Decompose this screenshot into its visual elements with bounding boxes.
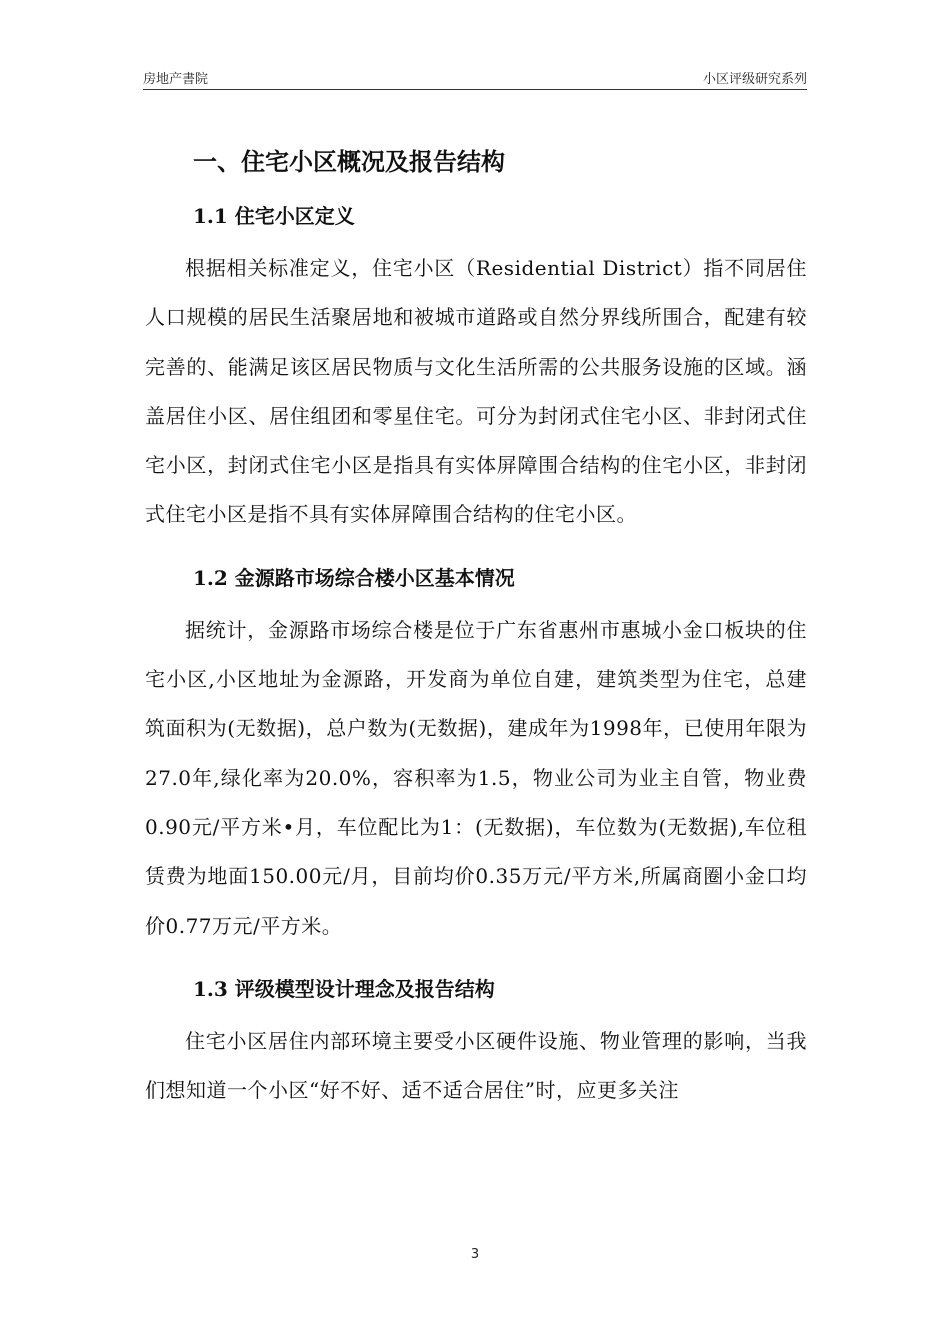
section-paragraph-1-1: 根据相关标准定义，住宅小区（Residential District）指不同居住人口规模的居民生活聚居地和被城市道路或自然分界线所围合，配建有较完善的、能满足该区居民物质与文化生活所需的公共服务设施的区域。涵盖居住小区、居住组团和零星住宅。可分为封闭式住宅小区、非封闭式住宅小区，封闭式住宅小区是指具有实体屏障围合结构的住宅小区，非封闭式住宅小区是指不具有实体屏障围合结构的住宅小区。 [145, 256, 807, 527]
section-paragraph-1-2: 据统计，金源路市场综合楼是位于广东省惠州市惠城小金口板块的住宅小区,小区地址为金源路，开发商为单位自建，建筑类型为住宅，总建筑面积为(无数据)，总户数为(无数据)，建成年为1998年，已使用年限为27.0年,绿化率为20.0%，容积率为1.5，物业公司为业主自管，物业费0.90元/平方米•月，车位配比为1：(无数据)，车位数为(无数据),车位租赁费为地面150.00元/月，目前均价0.35万元/平方米,所属商圈小金口均价0.77万元/平方米。 [145, 617, 807, 938]
page-header [143, 68, 807, 88]
section-title-1-3: 1.3 评级模型设计理念及报告结构 [193, 976, 495, 1001]
page-body [145, 140, 807, 1115]
section-paragraph-1-3: 住宅小区居住内部环境主要受小区硬件设施、物业管理的影响，当我们想知道一个小区“好不好、适不适合居住”时，应更多关注 [145, 1028, 807, 1103]
header-right-text: 小区评级研究系列 [702, 72, 807, 87]
section-title-1-1: 1.1 住宅小区定义 [193, 204, 355, 228]
chapter-title: 一、住宅小区概况及报告结构 [193, 147, 505, 176]
header-divider [143, 89, 807, 90]
header-left-text: 房地产書院 [143, 72, 209, 87]
page-number: 3 [470, 1247, 480, 1262]
section-title-1-2: 1.2 金源路市场综合楼小区基本情况 [193, 565, 515, 590]
